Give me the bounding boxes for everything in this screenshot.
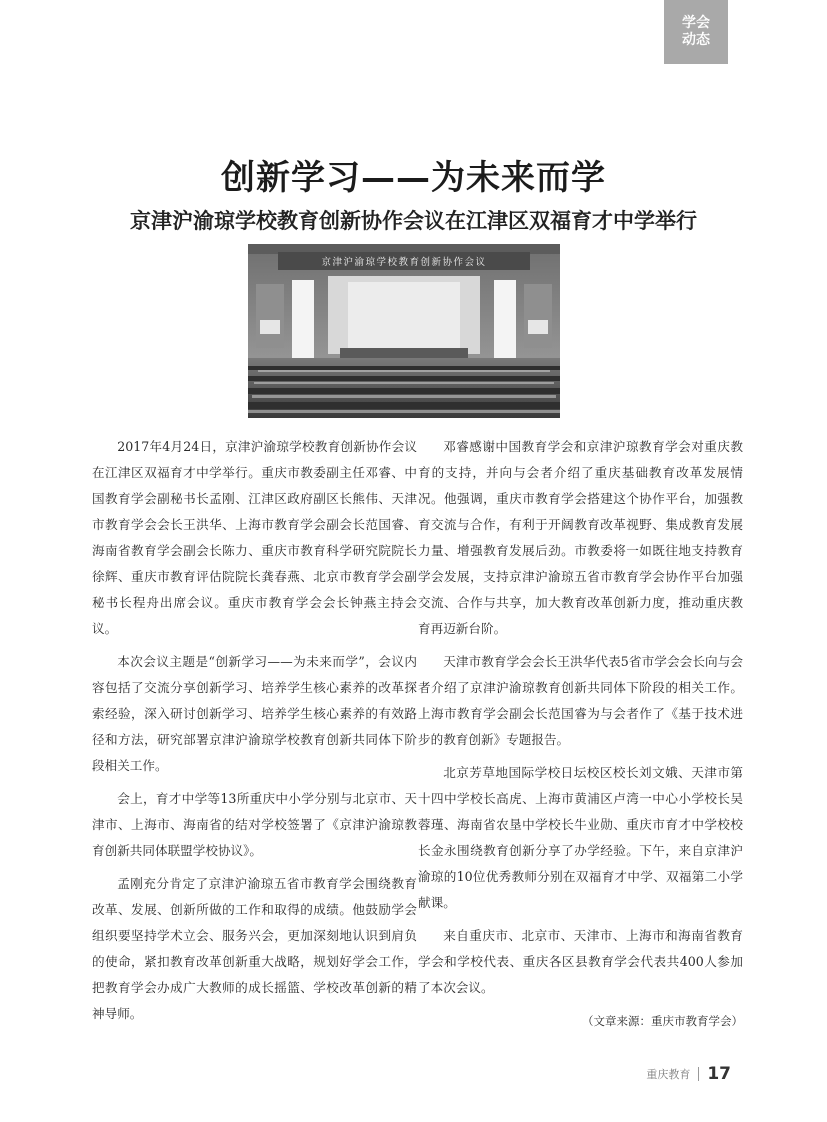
right-column [418,434,743,1034]
conference-photo [248,244,560,418]
paragraph: 本次会议主题是“创新学习——为未来而学”，会议内容包括了交流分享创新学习、培养学生核心素养的改革探索经验，深入研讨创新学习、培养学生核心素养的有效路径和方法，研究部署京津沪渝琼学校教育创新共同体下阶段相关工作。 [92,654,417,773]
paragraph: 2017年4月24日，京津沪渝琼学校教育创新协作会议在江津区双福育才中学举行。重庆市教委副主任邓睿、中国教育学会副秘书长孟刚、江津区政府副区长熊伟、天津市教育学会会长王洪华、上海市教育学会副会长范国睿、海南省教育学会副会长陈力、重庆市教育科学研究院院长徐辉、重庆市教育评估院院长龚春燕、北京市教育学会副秘书长程舟出席会议。重庆市教育学会会长钟燕主持会议。 [92,439,417,636]
paragraph: 天津市教育学会会长王洪华代表5省市学会会长向与会者介绍了京津沪渝琼教育创新共同体下阶段的相关工作。上海市教育学会副会长范国睿为与会者作了《基于技术进步的教育创新》专题报告。 [418,654,743,747]
article-title: 创新学习——为未来而学 [221,158,606,198]
section-tab-line2: 动态 [682,32,710,48]
photo-banner-text: 京津沪渝琼学校教育创新协作会议 [321,257,487,268]
footer-divider [698,1067,699,1081]
page-number: 17 [707,1064,731,1084]
source-note: （文章来源：重庆市教育学会） [582,1014,743,1028]
paragraph: 孟刚充分肯定了京津沪渝琼五省市教育学会围绕教育改革、发展、创新所做的工作和取得的成绩。他鼓励学会组织要坚持学术立会、服务兴会，更加深刻地认识到肩负的使命，紧扣教育改革创新重大战略，规划好学会工作，把教育学会办成广大教师的成长摇篮、学校改革创新的精神导师。 [92,876,417,1021]
paragraph: 会上，育才中学等13所重庆中小学分别与北京市、天津市、上海市、海南省的结对学校签署了《京津沪渝琼教育创新共同体联盟学校协议》。 [92,791,417,858]
left-column [92,434,417,1034]
section-tab-line1: 学会 [682,15,710,31]
page-footer [646,1064,731,1084]
article-subtitle: 京津沪渝琼学校教育创新协作会议在江津区双福育才中学举行 [130,209,697,233]
section-tab [664,0,728,64]
conference-hall-image [248,244,560,418]
paragraph: 来自重庆市、北京市、天津市、上海市和海南省教育学会和学校代表、重庆各区县教育学会代表共400人参加了本次会议。 [418,928,743,995]
paragraph: 北京芳草地国际学校日坛校区校长刘文娥、天津市第十四中学校长高虎、上海市黄浦区卢湾一中心小学校长吴蓉瑾、海南省农垦中学校长牛业勋、重庆市育才中学校校长金永围绕教育创新分享了办学经验。下午，来自京津沪渝琼的10位优秀教师分别在双福育才中学、双福第二小学献课。 [418,765,743,910]
paragraph: 邓睿感谢中国教育学会和京津沪琼教育学会对重庆教育的支持，并向与会者介绍了重庆基础教育改革发展情况。他强调，重庆市教育学会搭建这个协作平台，加强教育交流与合作，有利于开阔教育改革视野、集成教育发展力量、增强教育发展后劲。市教委将一如既往地支持教育学会发展，支持京津沪渝琼五省市教育学会协作平台加强交流、合作与共享，加大教育改革创新力度，推动重庆教育再迈新台阶。 [418,439,743,636]
magazine-name: 重庆教育 [646,1068,691,1081]
